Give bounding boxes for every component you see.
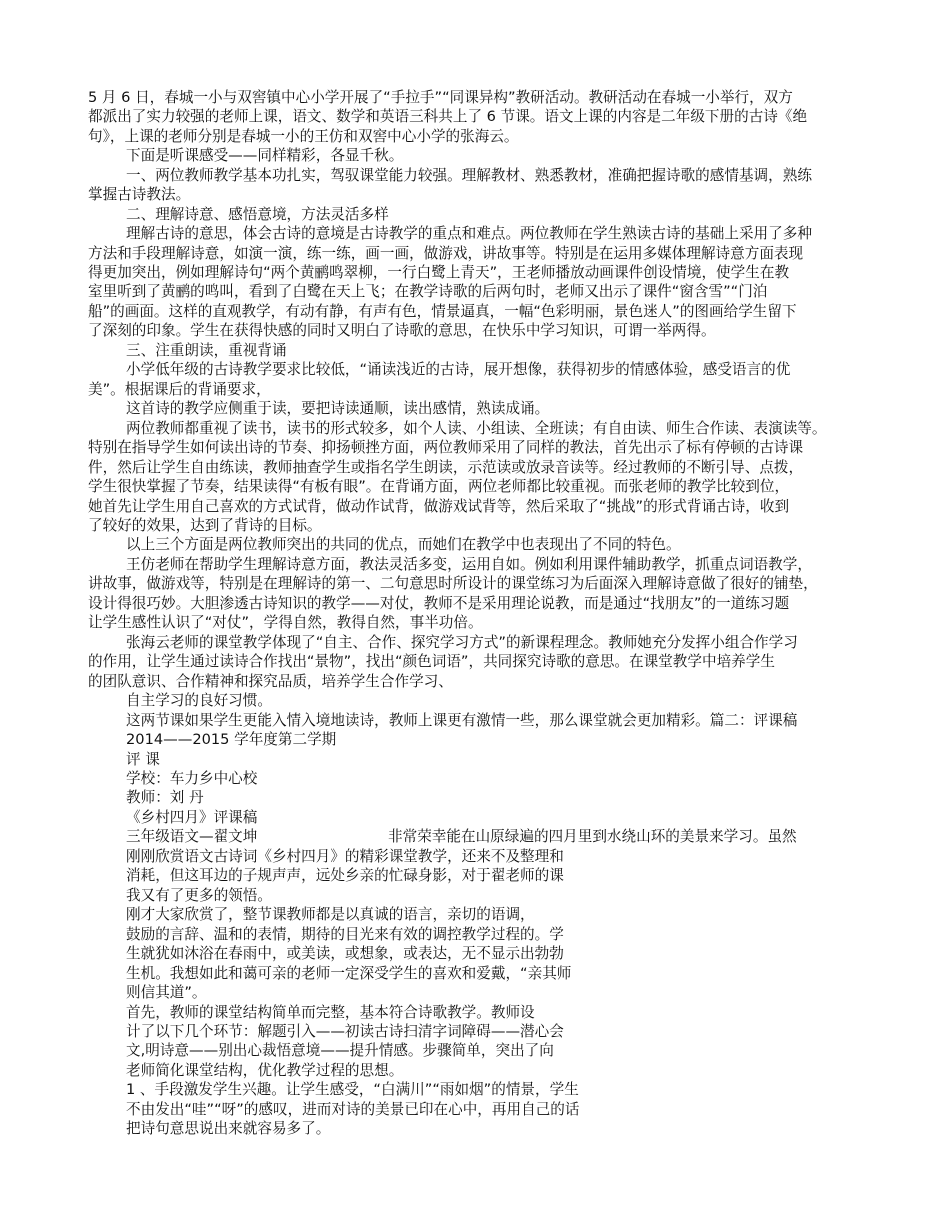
text-line: 教师：刘 丹: [126, 789, 204, 806]
section-heading: 一、两位教师教学基本功扎实，驾驭课堂能力较强。理解教材、熟悉教材，准确把握诗歌的感情基调，熟练: [126, 167, 812, 184]
text-line: 学生很快掌握了节奏，结果读得“有板有眼”。在背诵方面，两位老师都比较重视。而张老师的教学比较到位，: [88, 478, 790, 495]
text-line: 三年级语文—翟文坤: [126, 828, 258, 845]
text-line: 生机。我想如此和蔼可亲的老师一定深受学生的喜欢和爱戴，“亲其师: [126, 965, 572, 982]
section-heading: 二、理解诗意、感悟意境，方法灵活多样: [126, 206, 389, 223]
text-line: 下面是听课感受——同样精彩，各显千秋。: [126, 147, 404, 164]
text-line: 这两节课如果学生更能入情入境地读诗，教师上课更有激情一些，那么课堂就会更加精彩。篇二：评课稿: [126, 712, 798, 729]
text-line: 小学低年级的古诗教学要求比较低，“诵读浅近的古诗，展开想像，获得初步的情感体验，感受语言的优: [126, 361, 791, 378]
text-line: 2014——2015 学年度第二学期: [126, 731, 337, 748]
section-heading: 三、注重朗读，重视背诵: [126, 342, 287, 359]
text-line: 刚刚欣赏语文古诗词《乡村四月》的精彩课堂教学，还来不及整理和: [126, 848, 564, 865]
heading: 评 课: [126, 751, 160, 768]
text-line: 文,明诗意——别出心裁悟意境——提升情感。步骤简单，突出了向: [126, 1042, 554, 1059]
text-line: 张海云老师的课堂教学体现了“自主、合作、探究学习方式”的新课程理念。教师她充分发挥小组合作学习: [126, 634, 798, 651]
text-line: 理解古诗的意思，体会古诗的意境是古诗教学的重点和难点。两位教师在学生熟读古诗的基础上采用了多种: [126, 225, 812, 242]
text-line: 5 月 6 日，春城一小与双窖镇中心小学开展了“手拉手”“同课异构”教研活动。教研活动在春城一小举行，双方: [88, 89, 793, 106]
text-line: 以上三个方面是两位教师突出的共同的优点，而她们在教学中也表现出了不同的特色。: [126, 536, 681, 553]
text-line: 我又有了更多的领悟。: [126, 887, 272, 904]
text-line: 特别在指导学生如何读出诗的节奏、抑扬顿挫方面，两位教师采用了同样的教法，首先出示了标有停顿的古诗课: [88, 439, 804, 456]
text-line: 计了以下几个环节：解题引入——初读古诗扫清字词障碍——潜心会: [126, 1023, 564, 1040]
text-line: 生就犹如沐浴在春雨中，或美读，或想象，或表达，无不显示出勃勃: [126, 945, 564, 962]
text-line: 不由发出“哇”“呀”的感叹，进而对诗的美景已印在心中，再用自己的话: [126, 1101, 580, 1118]
text-line: 室里听到了黄鹂的鸣叫，看到了白鹭在天上飞；在教学诗歌的后两句时，老师又出示了课件“窗含雪”“门泊: [88, 283, 768, 300]
text-line: 让学生感性认识了“对仗”，学得自然，教得自然，事半功倍。: [88, 614, 483, 631]
text-line: 讲故事，做游戏等，特别是在理解诗的第一、二句意思时所设计的课堂练习为后面深入理解诗意做了很好的铺垫，: [88, 575, 818, 592]
text-line: 了深刻的印象。学生在获得快感的同时又明白了诗歌的意思，在快乐中学习知识，可谓一举两得。: [88, 322, 716, 339]
text-line: 首先，教师的课堂结构简单而完整，基本符合诗歌教学。教师设: [126, 1004, 535, 1021]
text-line: 刚才大家欣赏了，整节课教师都是以真诚的语言，亲切的语调，: [126, 906, 535, 923]
text-line: 自主学习的良好习惯。: [126, 692, 272, 709]
text-line: 的作用，让学生通过读诗合作找出“景物”，找出“颜色词语”，共同探究诗歌的意思。在课堂教学中培养学生: [88, 653, 775, 670]
text-line: 鼓励的言辞、温和的表情，期待的目光来有效的调控教学过程的。学: [126, 926, 564, 943]
text-line: 学校：车力乡中心校: [126, 770, 258, 787]
text-line: 的团队意识、合作精神和探究品质，培养学生合作学习、: [88, 673, 453, 690]
text-line: 方法和手段理解诗意，如演一演，练一练，画一画，做游戏，讲故事等。特别是在运用多媒体理解诗意方面表现: [88, 245, 804, 262]
text-line: 1 、手段激发学生兴趣。让学生感受，“白满川”“雨如烟”的情景，学生: [126, 1081, 579, 1098]
text-line: 则信其道”。: [126, 984, 207, 1001]
text-line: 她首先让学生用自己喜欢的方式试背，做动作试背，做游戏试背等，然后采取了“挑战”的形式背诵古诗，收到: [88, 498, 790, 515]
text-line: 老师简化课堂结构，优化教学过程的思想。: [126, 1062, 404, 1079]
text-line: 船”的画面。这样的直观教学，有动有静，有声有色，情景逼真，一幅“色彩明丽，景色迷人”的图画给学生留下: [88, 303, 797, 320]
text-line: 非常荣幸能在山原绿遍的四月里到水绕山环的美景来学习。虽然: [388, 828, 797, 845]
text-line: 王仿老师在帮助学生理解诗意方面，教法灵活多变，运用自如。例如利用课件辅助教学，抓重点词语教学，: [126, 556, 812, 573]
text-line: 两位教师都重视了读书，读书的形式较多，如个人读、小组读、全班读；有自由读、师生合作读、表演读等。: [126, 420, 827, 437]
text-line: 消耗，但这耳边的子规声声，远处乡亲的忙碌身影，对于翟老师的课: [126, 867, 564, 884]
text-line: 了较好的效果，达到了背诗的目标。: [88, 517, 322, 534]
text-line: 都派出了实力较强的老师上课，语文、数学和英语三科共上了 6 节课。语文上课的内容是二年级下册的古诗《绝: [88, 108, 808, 125]
heading: 《乡村四月》评课稿: [126, 809, 258, 826]
text-line: 掌握古诗教法。: [88, 186, 191, 203]
text-line: 美”。根据课后的背诵要求，: [88, 381, 271, 398]
text-line: 设计得很巧妙。大胆渗透古诗知识的教学——对仗，教师不是采用理论说教，而是通过“找朋友”的一道练习题: [88, 595, 790, 612]
text-line: 把诗句意思说出来就容易多了。: [126, 1120, 331, 1137]
text-line: 句》，上课的老师分别是春城一小的王仿和双窖中心小学的张海云。: [88, 128, 519, 145]
text-line: 件，然后让学生自由练读，教师抽查学生或指名学生朗读，示范读或放录音读等。经过教师的不断引导、点拨，: [88, 459, 804, 476]
text-line: 得更加突出，例如理解诗句“两个黄鹂鸣翠柳，一行白鹭上青天”，王老师播放动画课件创设情境，使学生在教: [88, 264, 790, 281]
text-line: 这首诗的教学应侧重于读，要把诗读通顺，读出感情，熟读成诵。: [126, 400, 550, 417]
